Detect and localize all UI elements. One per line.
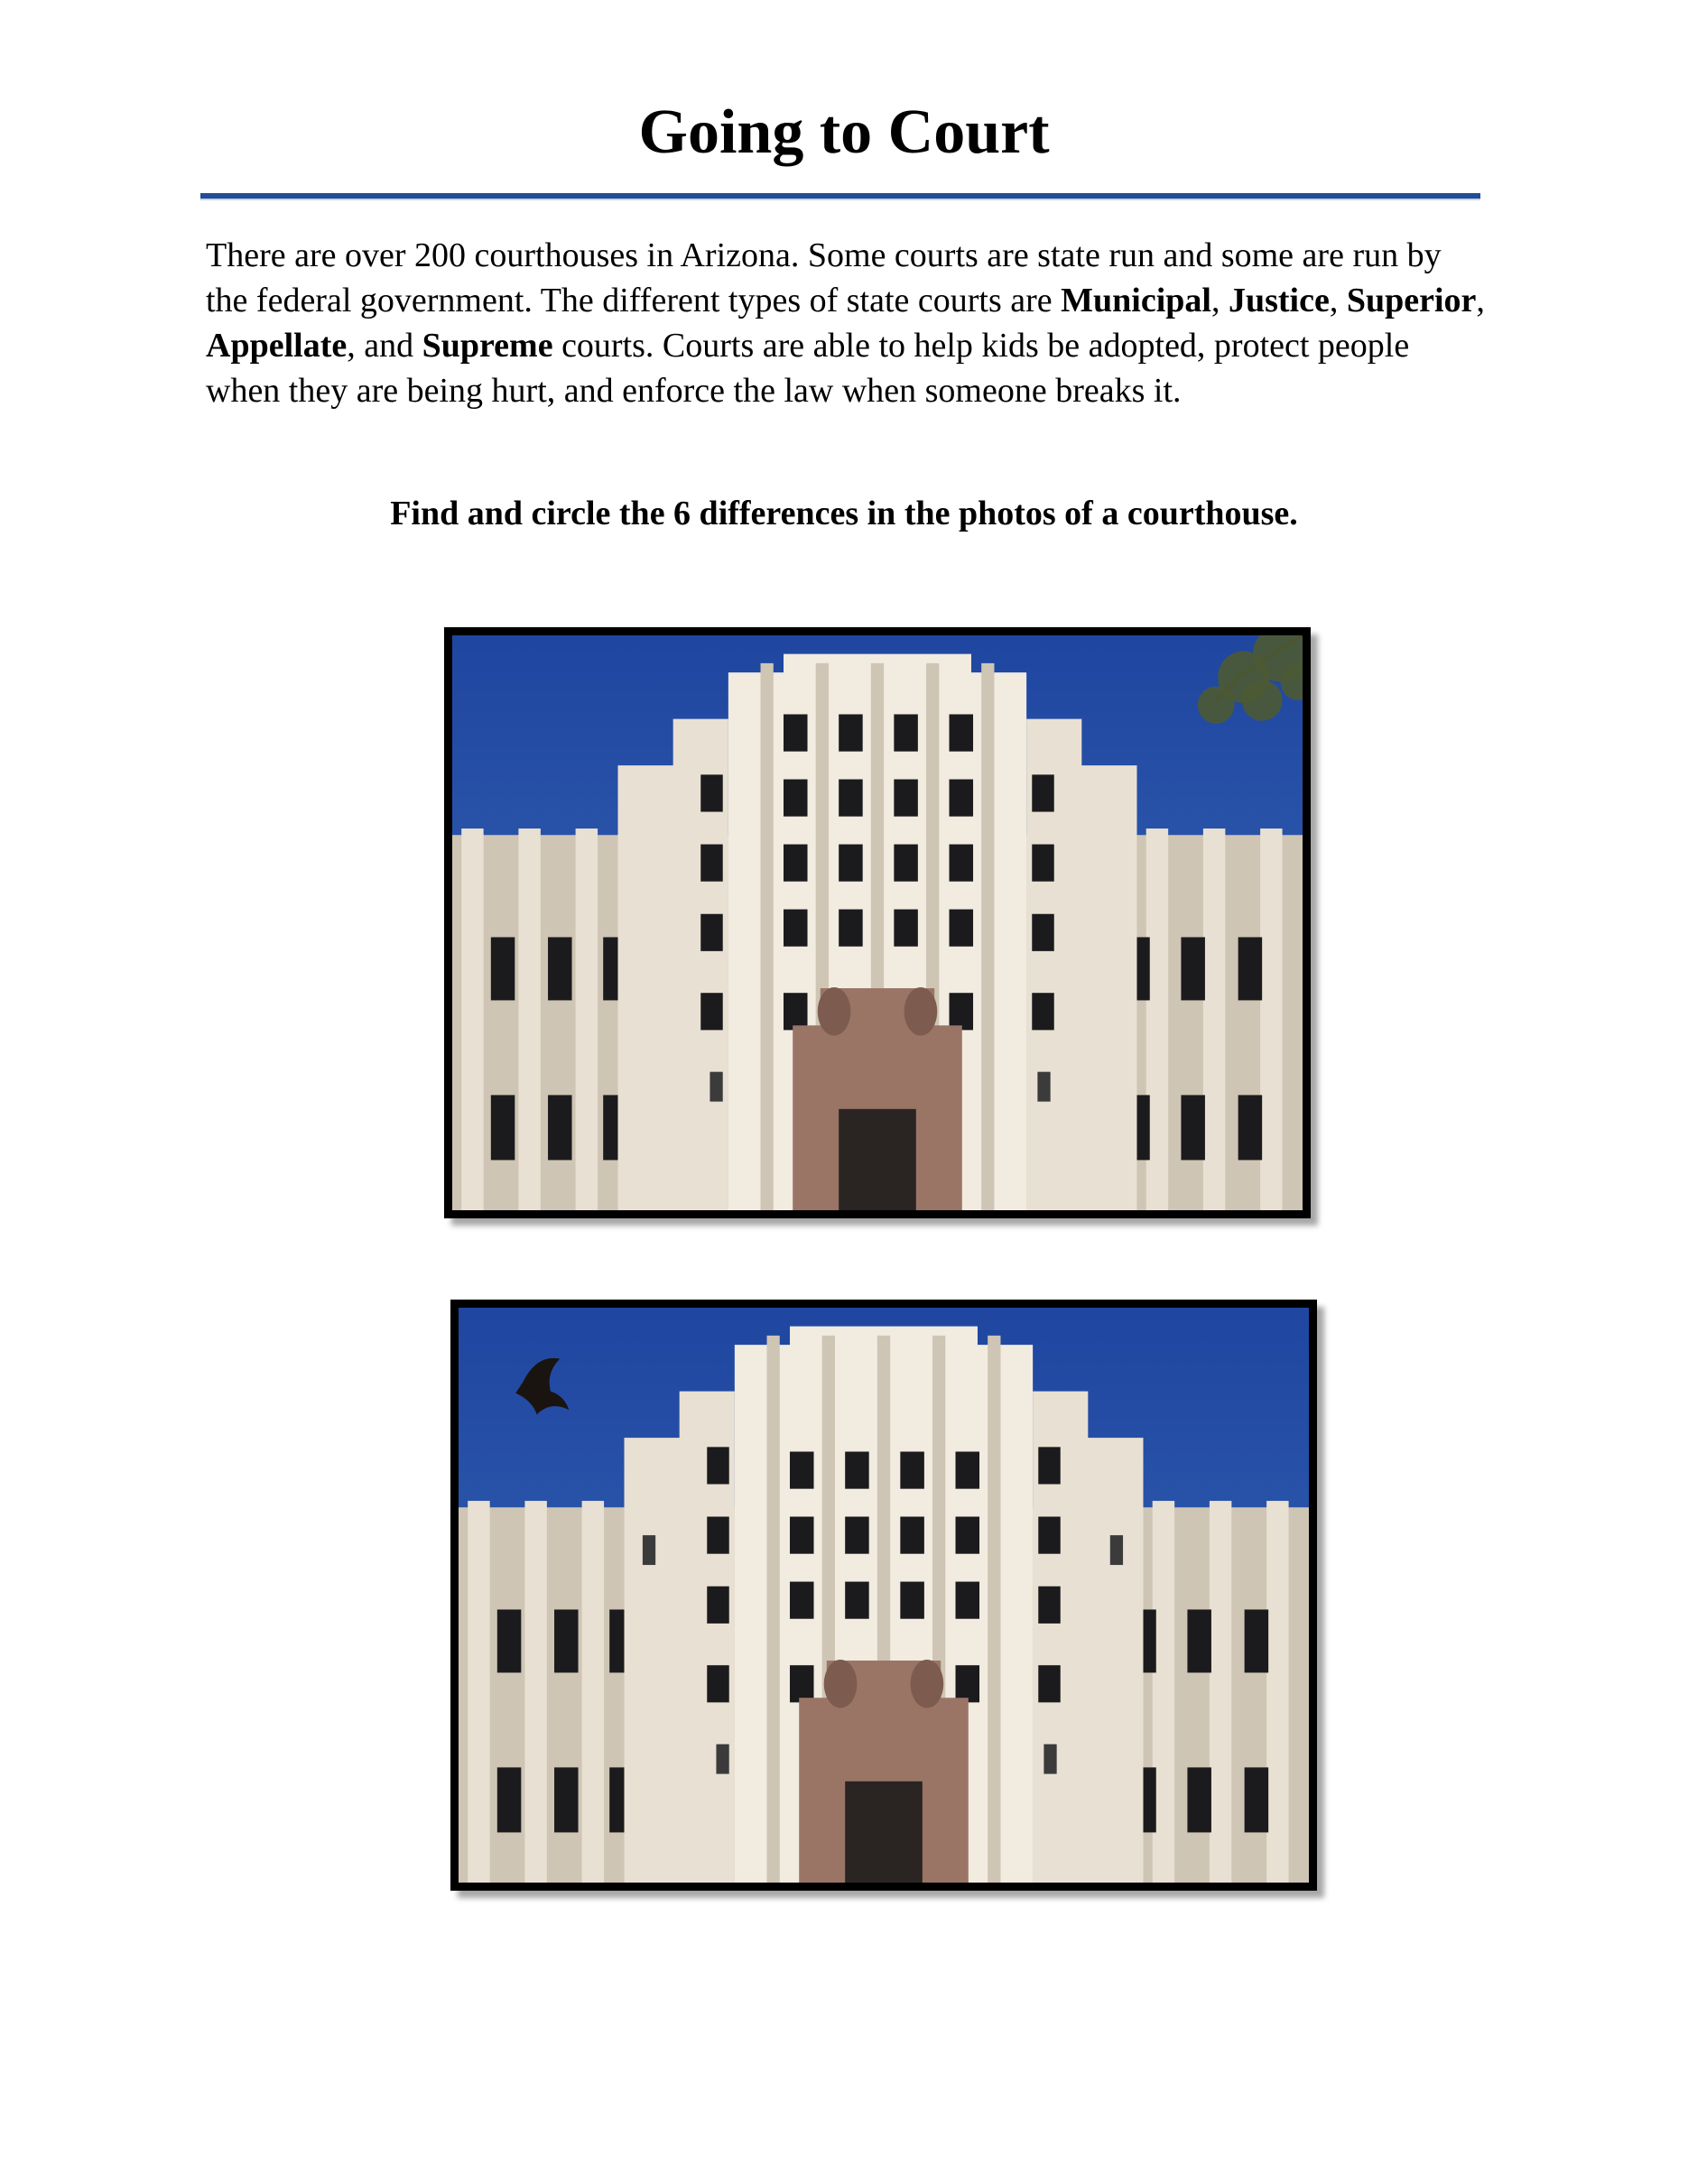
- pilaster: [1210, 1501, 1231, 1883]
- window: [707, 1517, 728, 1554]
- window: [956, 1452, 980, 1489]
- window: [1038, 1665, 1060, 1702]
- intro-paragraph: [206, 233, 1488, 413]
- window: [894, 714, 918, 751]
- window: [1038, 1587, 1060, 1624]
- window: [1187, 1609, 1211, 1672]
- window: [894, 910, 918, 947]
- window: [707, 1447, 728, 1484]
- window: [548, 937, 572, 1000]
- instruction-text: Find and circle the 6 differences in the photos of a courthouse.: [390, 495, 1298, 532]
- pilaster: [1203, 828, 1225, 1210]
- window: [1238, 1095, 1263, 1160]
- court-type-term: Supreme: [422, 327, 553, 365]
- lamp: [1043, 1744, 1056, 1774]
- entrance-door[interactable]: [845, 1781, 923, 1883]
- court-type-term: Justice: [1228, 282, 1330, 319]
- window: [784, 993, 808, 1030]
- window: [700, 845, 722, 882]
- page-title: Going to Court: [638, 97, 1050, 167]
- window: [956, 1582, 980, 1619]
- pilaster: [1260, 828, 1282, 1210]
- window: [1245, 1767, 1269, 1832]
- window: [1038, 1517, 1060, 1554]
- window: [700, 774, 722, 811]
- window: [845, 1452, 869, 1489]
- window: [700, 914, 722, 951]
- window: [900, 1517, 924, 1554]
- window: [548, 1095, 572, 1160]
- window: [839, 845, 863, 882]
- window: [950, 845, 974, 882]
- window: [554, 1767, 579, 1832]
- rib: [761, 663, 774, 1210]
- statue: [904, 987, 938, 1036]
- pilaster: [1266, 1501, 1288, 1883]
- intro-text-segment: ,: [1476, 282, 1485, 319]
- pilaster: [518, 828, 540, 1210]
- courthouse-image: [452, 635, 1303, 1210]
- lamp: [710, 1072, 722, 1102]
- court-type-term: Appellate: [206, 327, 348, 365]
- rib: [981, 663, 994, 1210]
- court-type-term: Municipal: [1061, 282, 1211, 319]
- window: [950, 780, 974, 817]
- window: [845, 1582, 869, 1619]
- window: [1038, 1447, 1060, 1484]
- entrance-door[interactable]: [839, 1109, 916, 1210]
- title-underline: [200, 193, 1480, 200]
- window: [700, 993, 722, 1030]
- window: [1032, 993, 1053, 1030]
- intro-text-segment: There are over 200 courthouses in Arizona. Some courts are state run and some are run by the federal government. The different types of state courts are: [206, 236, 1442, 319]
- window: [707, 1587, 728, 1624]
- window: [1187, 1767, 1211, 1832]
- courthouse-image: [459, 1308, 1309, 1883]
- pilaster: [576, 828, 598, 1210]
- window: [491, 1095, 515, 1160]
- rib: [767, 1336, 780, 1883]
- window: [784, 910, 808, 947]
- courthouse-photo-altered[interactable]: [450, 1300, 1317, 1891]
- window: [1181, 1095, 1205, 1160]
- lamp: [1037, 1072, 1050, 1102]
- window: [790, 1452, 814, 1489]
- window: [839, 714, 863, 751]
- pilaster: [582, 1501, 604, 1883]
- window: [950, 993, 974, 1030]
- window: [790, 1582, 814, 1619]
- pilaster: [524, 1501, 546, 1883]
- window: [1032, 774, 1053, 811]
- window: [1032, 914, 1053, 951]
- pilaster: [461, 828, 483, 1210]
- intro-text-segment: ,: [1329, 282, 1347, 319]
- window: [1032, 845, 1053, 882]
- window: [1238, 937, 1263, 1000]
- window: [784, 714, 808, 751]
- window: [1245, 1609, 1269, 1672]
- window: [497, 1609, 522, 1672]
- window: [839, 780, 863, 817]
- window: [956, 1517, 980, 1554]
- window: [845, 1517, 869, 1554]
- window: [950, 714, 974, 751]
- window: [894, 780, 918, 817]
- rib: [988, 1336, 1000, 1883]
- window: [956, 1665, 980, 1702]
- window: [900, 1582, 924, 1619]
- intro-text-segment: courts. Courts are able to help kids be adopted, protect people when they are being hurt, and enforce the law when someone breaks it.: [206, 327, 1410, 410]
- window: [497, 1767, 522, 1832]
- intro-text-segment: ,: [1210, 282, 1229, 319]
- lamp: [716, 1744, 728, 1774]
- window: [839, 910, 863, 947]
- window: [790, 1665, 814, 1702]
- window: [784, 845, 808, 882]
- window: [491, 937, 515, 1000]
- lamp: [1110, 1535, 1123, 1565]
- window: [894, 845, 918, 882]
- window: [554, 1609, 579, 1672]
- pilaster: [468, 1501, 489, 1883]
- statue: [818, 987, 851, 1036]
- window: [784, 780, 808, 817]
- window: [707, 1665, 728, 1702]
- window: [950, 910, 974, 947]
- statue: [911, 1660, 944, 1708]
- statue: [824, 1660, 858, 1708]
- lamp: [643, 1535, 655, 1565]
- courthouse-photo-original[interactable]: [444, 627, 1311, 1218]
- court-type-term: Superior: [1346, 282, 1477, 319]
- window: [1181, 937, 1205, 1000]
- intro-text-segment: , and: [347, 327, 422, 365]
- window: [790, 1517, 814, 1554]
- window: [900, 1452, 924, 1489]
